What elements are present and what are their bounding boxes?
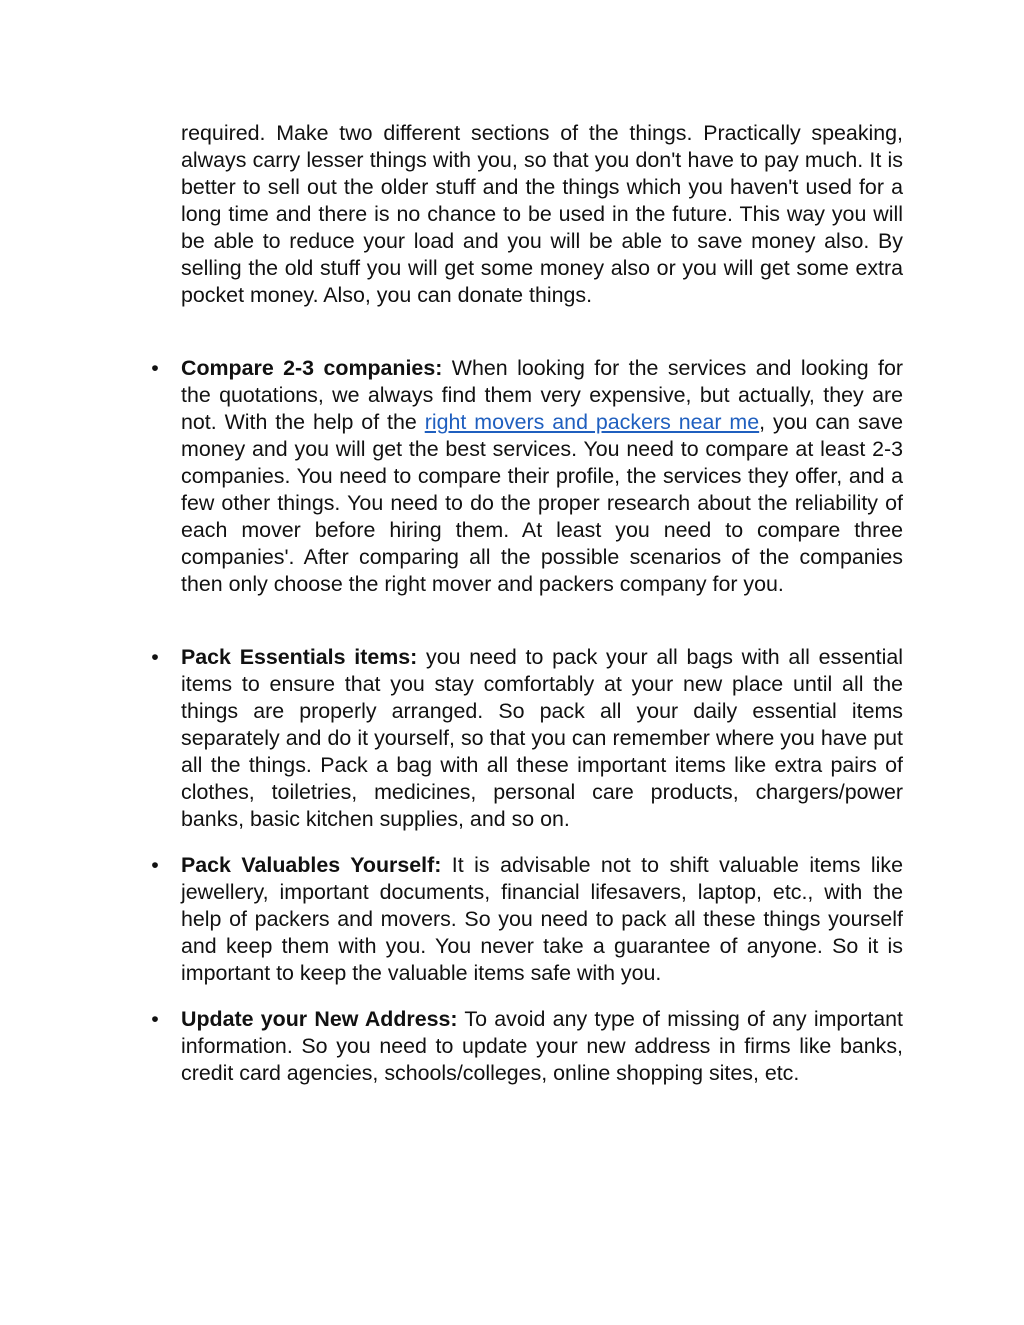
list-item-update-address — [151, 1006, 903, 1087]
list-item-text — [181, 1006, 903, 1087]
movers-packers-link[interactable]: right movers and packers near me — [424, 410, 760, 434]
list-item-body: To avoid any type of missing of any important information. So you need to update your new address in firms like banks, credit card agencies, schools/colleges, online shopping sites, etc. — [181, 1007, 903, 1085]
bullet-icon: • — [151, 853, 159, 877]
list-item-pack-valuables — [151, 852, 903, 987]
list-item-compare-companies — [151, 355, 904, 598]
list-item-heading: Pack Essentials items: — [181, 645, 418, 669]
list-item-pack-essentials — [151, 644, 903, 833]
bullet-icon: • — [151, 1007, 159, 1031]
list-item-body: When looking for the services and looking for the quotations, we always find them very expensive, but actually, they are not. With the help of the — [181, 356, 904, 434]
list-item-heading: Compare 2-3 companies: — [181, 356, 443, 380]
list-item-heading: Pack Valuables Yourself: — [181, 853, 442, 877]
intro-paragraph: required. Make two different sections of the things. Practically speaking, always carry lesser things with you, so that you don't have to pay much. It is better to sell out the older stuff and the things which you haven't used for a long time and there is no chance to be used in the future. This way you will be able to reduce your load and you will be able to save money also. By selling the old stuff you will get some money also or you will get some extra pocket money. Also, you can donate things. — [181, 121, 903, 307]
bullet-icon: • — [151, 356, 159, 380]
document-page — [151, 120, 904, 1087]
list-item-text — [181, 644, 903, 833]
bullet-list — [151, 355, 904, 1087]
list-item-body: you need to pack your all bags with all essential items to ensure that you stay comfortably at your new place until all the things are properly arranged. So pack all your daily essential items separately and do it yourself, so that you can remember where you have put all the things. Pack a bag with all these important items like extra pairs of clothes, toiletries, medicines, personal care products, chargers/power banks, basic kitchen supplies, and so on. — [181, 645, 903, 831]
list-item-heading: Update your New Address: — [181, 1007, 458, 1031]
list-item-body: It is advisable not to shift valuable items like jewellery, important documents, financial lifesavers, laptop, etc., with the help of packers and movers. So you need to pack all these things yourself and keep them with you. You never take a guarantee of anyone. So it is important to keep the valuable items safe with you. — [181, 853, 903, 985]
list-item-text — [181, 355, 903, 598]
list-item-body-continued: , you can save money and you will get the best services. You need to compare at least 2-3 companies. You need to compare their profile, the services they offer, and a few other things. You need to do the proper research about the reliability of each mover before hiring them. At least you need to compare three companies'. After comparing all the possible scenarios of the companies then only choose the right mover and packers company for you. — [181, 410, 904, 596]
bullet-icon: • — [151, 645, 159, 669]
list-item-text — [181, 852, 903, 987]
